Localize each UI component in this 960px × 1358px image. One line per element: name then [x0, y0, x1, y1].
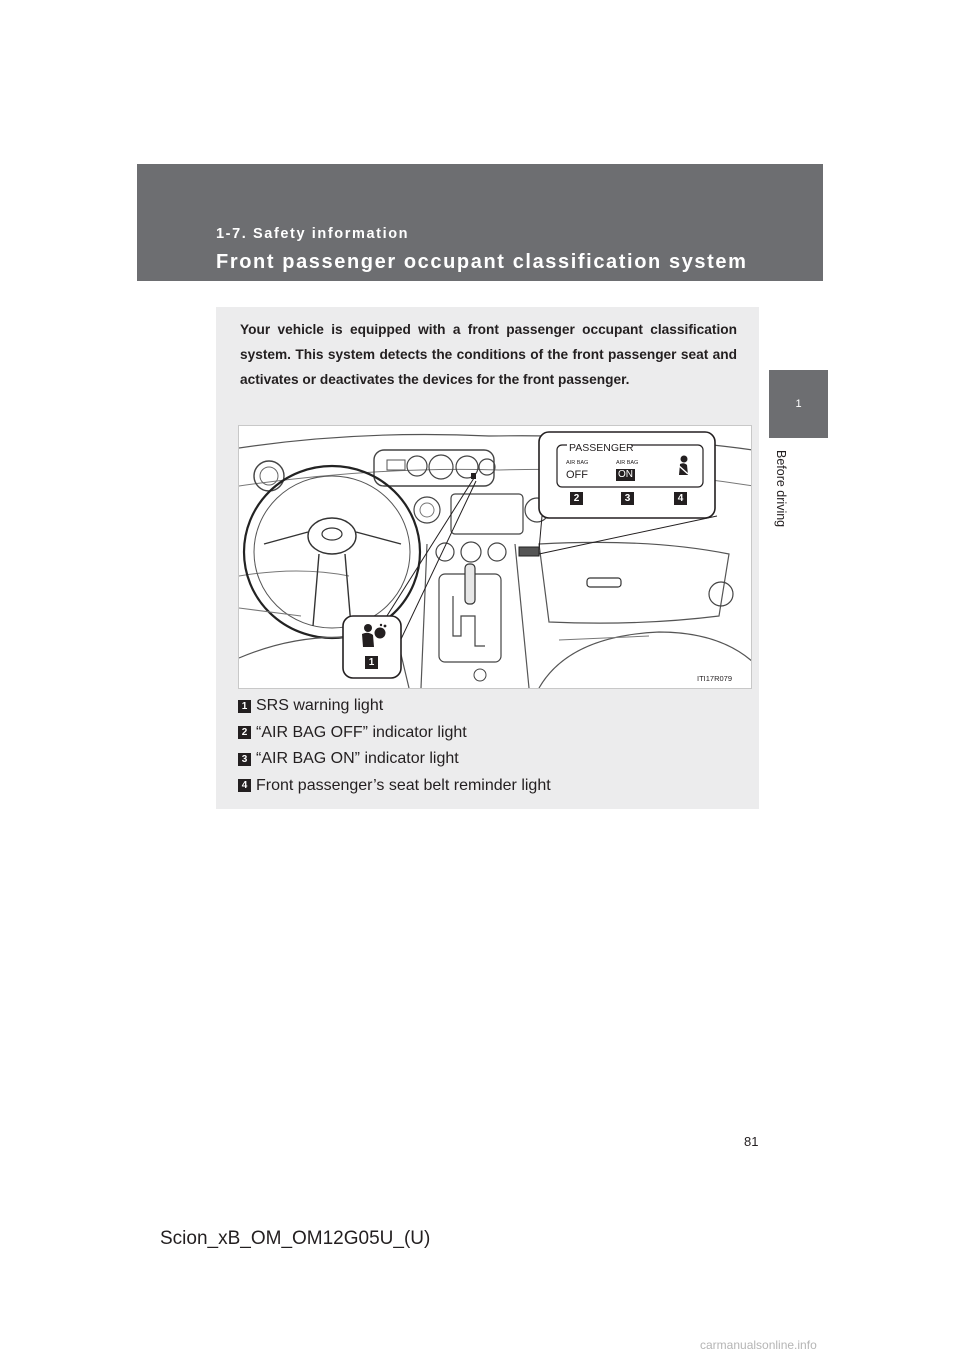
callout-number-4: 4 [674, 492, 687, 505]
intro-paragraph: Your vehicle is equipped with a front passenger occupant classification system. This system detects the conditions of the front passenger seat and activates or deactivates the devices for the front passenger. [240, 322, 737, 387]
watermark: carmanualsonline.info [700, 1338, 817, 1352]
srs-warning-icon [359, 623, 387, 649]
chapter-label: Before driving [774, 450, 788, 528]
legend-number: 2 [238, 726, 251, 739]
callout-number-1: 1 [365, 656, 378, 669]
section-label: 1-7. Safety information [216, 226, 410, 242]
callout-number-3: 3 [621, 492, 634, 505]
figure-code: ITI17R079 [697, 674, 733, 683]
content-box [216, 307, 759, 809]
seatbelt-reminder-icon [673, 455, 693, 479]
page-title: Front passenger occupant classification system [216, 251, 748, 273]
legend-text: “AIR BAG ON” indicator light [256, 750, 459, 768]
passenger-panel-title: PASSENGER [569, 442, 634, 454]
legend-text: SRS warning light [256, 697, 384, 715]
legend-list [238, 693, 748, 799]
chapter-tab[interactable] [769, 370, 828, 438]
list-item [238, 773, 748, 800]
legend-text: Front passenger’s seat belt reminder light [256, 776, 551, 794]
legend-number: 3 [238, 753, 251, 766]
callout-number-2: 2 [570, 492, 583, 505]
list-item [238, 746, 748, 773]
page-number: 81 [744, 1134, 759, 1149]
list-item [238, 720, 748, 747]
chapter-number: 1 [795, 398, 802, 410]
airbag-off-label: OFF [566, 469, 588, 481]
dashboard-illustration [238, 425, 752, 689]
document-code: Scion_xB_OM_OM12G05U_(U) [160, 1228, 431, 1249]
legend-number: 4 [238, 779, 251, 792]
airbag-on-label: ON [618, 469, 633, 480]
legend-number: 1 [238, 700, 251, 713]
airbag-on-small-label: AIR BAG [616, 460, 639, 466]
airbag-off-small-label: AIR BAG [566, 460, 589, 466]
list-item [238, 693, 748, 720]
legend-text: “AIR BAG OFF” indicator light [256, 723, 467, 741]
